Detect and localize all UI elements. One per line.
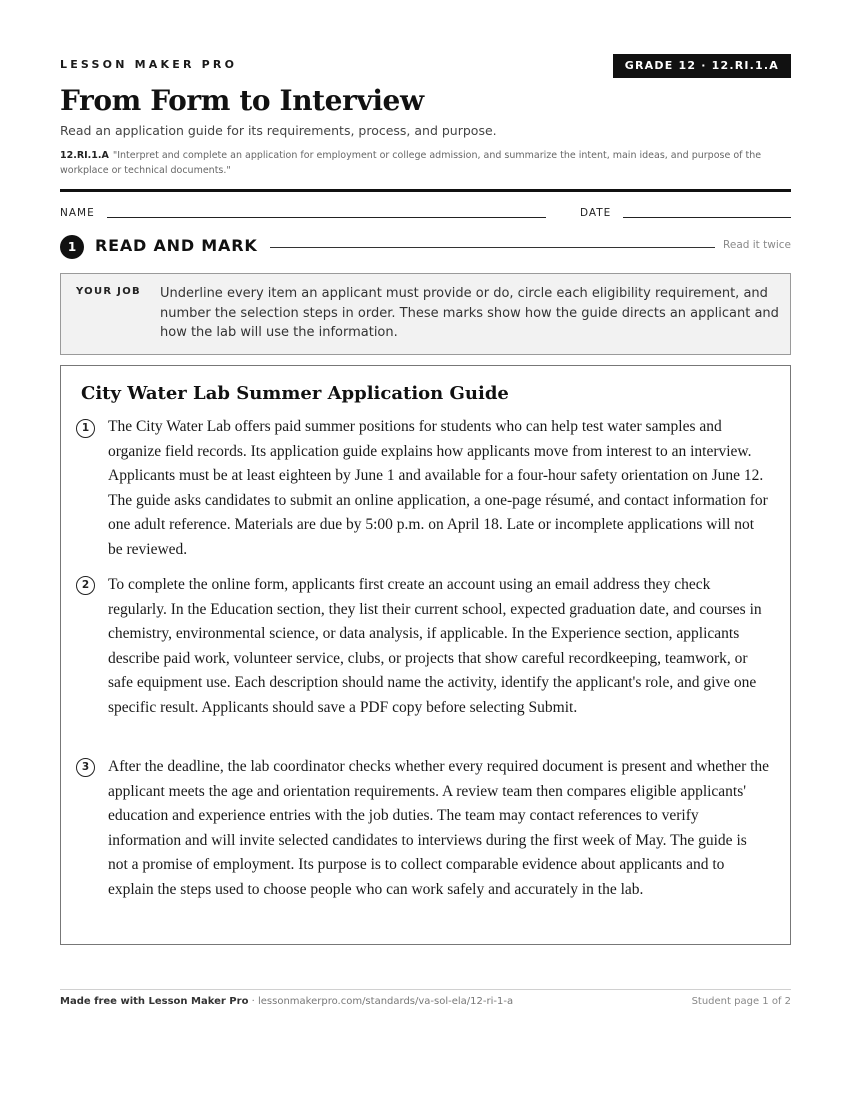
section-title: READ AND MARK bbox=[95, 236, 258, 255]
section-divider bbox=[270, 247, 715, 248]
your-job-instructions: Underline every item an applicant must provide or do, circle each eligibility requirement, and number the selection steps in order. These marks show how the guide directs an applicant and how the lab will use the information. bbox=[160, 286, 779, 340]
your-job-box bbox=[60, 273, 791, 355]
paragraph-number: 3 bbox=[76, 758, 95, 777]
header-divider bbox=[60, 189, 791, 192]
standard-code: 12.RI.1.A bbox=[60, 150, 109, 161]
date-field[interactable] bbox=[623, 217, 791, 218]
page-subtitle: Read an application guide for its requirements, process, and purpose. bbox=[60, 123, 497, 138]
paragraph-number: 1 bbox=[76, 419, 95, 438]
section-number: 1 bbox=[60, 235, 84, 259]
grade-badge: GRADE 12 · 12.RI.1.A bbox=[613, 54, 791, 78]
passage-paragraph: To complete the online form, applicants first create an account using an email address they check regularly. In the Education section, they list their current school, expected graduation date, and courses in chemistry, environmental science, or data analysis, if applicable. In the Experience section, applicants describe paid work, volunteer service, clubs, or projects that show careful recordkeeping, teamwork, or safe equipment use. Each description should name the activity, identify the applicant's role, and give one specific result. Applicants should save a PDF copy before selecting Submit. bbox=[108, 576, 762, 716]
passage-paragraph: The City Water Lab offers paid summer positions for students who can help test water samples and organize field records. Its application guide explains how applicants move from interest to an interview. Applicants must be at least eighteen by June 1 and available for a four-hour safety orientation on June 12. The guide asks candidates to submit an online application, a one-page résumé, and contact information for one adult reference. Materials are due by 5:00 p.m. on April 18. Late or incomplete applications will not be reviewed. bbox=[108, 418, 768, 558]
standard-text: "Interpret and complete an application for employment or college admission, and summarize the intent, main ideas, and purpose of the workplace or technical documents." bbox=[60, 150, 762, 176]
page-title: From Form to Interview bbox=[60, 84, 424, 117]
standard-description bbox=[60, 148, 791, 178]
date-label: DATE bbox=[580, 207, 612, 219]
passage-title: City Water Lab Summer Application Guide bbox=[81, 383, 509, 404]
name-label: NAME bbox=[60, 207, 95, 219]
paragraph-number: 2 bbox=[76, 576, 95, 595]
brand-name: LESSON MAKER PRO bbox=[60, 58, 238, 71]
section-note: Read it twice bbox=[723, 239, 791, 251]
footer-made-with: Made free with Lesson Maker Pro bbox=[60, 996, 249, 1007]
name-field[interactable] bbox=[107, 217, 546, 218]
footer-divider bbox=[60, 989, 791, 990]
footer-credit bbox=[60, 996, 513, 1007]
worksheet-page bbox=[60, 0, 791, 1100]
your-job-label: YOUR JOB bbox=[76, 286, 141, 297]
page-indicator: Student page 1 of 2 bbox=[691, 996, 791, 1007]
passage-paragraph: After the deadline, the lab coordinator checks whether every required document is present and whether the applicant meets the age and orientation requirements. A review team then compares eligible applicants' education and experience entries with the job duties. The team may contact references to verify information and will invite selected candidates to interviews during the first week of May. The guide is not a promise of employment. Its purpose is to collect comparable evidence about applicants and to explain the steps used to choose people who can work safely and accurately in the lab. bbox=[108, 758, 770, 898]
reading-passage bbox=[60, 365, 791, 945]
footer-url[interactable]: · lessonmakerpro.com/standards/va-sol-ela/12-ri-1-a bbox=[248, 996, 514, 1007]
